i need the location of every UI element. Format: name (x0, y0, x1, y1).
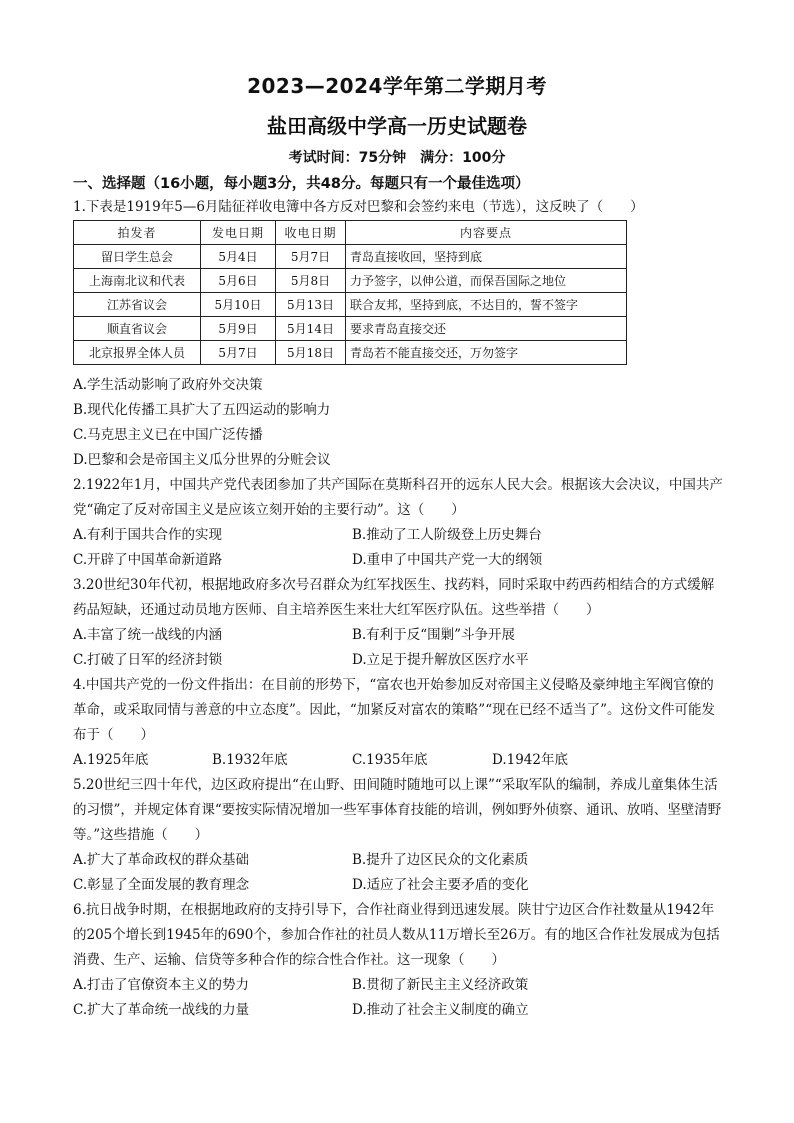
exam-time: 考试时间：75分钟 (288, 150, 407, 166)
table-cell: 顺直省议会 (74, 317, 201, 341)
table-cell: 5月7日 (276, 245, 346, 269)
q2-option-b: B.推动了工人阶级登上历史舞台 (352, 527, 542, 543)
question-3-stem: 3.20世纪30年代初，根据地政府多次号召群众为红军找医生、找药料，同时采取中药西药相结合的方式缓解药品短缺，还通过动员地方医师、自主培养医生来壮大红军医疗队伍。这些举措（ ） (73, 577, 715, 618)
table-cell: 5月18日 (276, 341, 346, 365)
q1-option-b: B.现代化传播工具扩大了五四运动的影响力 (73, 402, 331, 418)
table-header: 收电日期 (276, 221, 346, 245)
table-header-row (74, 221, 627, 245)
question-5-stem: 5.20世纪三四十年代，边区政府提出“在山野、田间随时随地可以上课”“采取军队的编制，养成儿童集体生活的习惯”，并规定体育课“要按实际情况增加一些军事体育技能的培训，例如野外侦察、通讯、放哨、坚壁清野等。”这些措施（ ） (73, 777, 722, 843)
q4-option-a: A.1925年底 (73, 752, 149, 768)
q6-option-a: A.打击了官僚资本主义的势力 (73, 977, 250, 993)
q5-option-b: B.提升了边区民众的文化素质 (352, 852, 529, 868)
table-cell: 留日学生总会 (74, 245, 201, 269)
q3-option-c: C.打破了日军的经济封锁 (73, 652, 223, 668)
q6-option-c: C.扩大了革命统一战线的力量 (73, 1002, 250, 1018)
q5-option-a: A.扩大了革命政权的群众基础 (73, 852, 250, 868)
table-header: 内容要点 (346, 221, 627, 245)
q1-option-c: C.马克思主义已在中国广泛传播 (73, 427, 263, 443)
table-cell: 5月7日 (201, 341, 276, 365)
question-1-stem: 1.下表是1919年5—6月陆征祥收电簿中各方反对巴黎和会签约来电（节选），这反映了（ ） (73, 199, 644, 215)
table-cell: 5月10日 (201, 293, 276, 317)
question-4-stem: 4.中国共产党的一份文件指出：在目前的形势下，“富农也开始参加反对帝国主义侵略及豪绅地主军阀官僚的革命，或采取同情与善意的中立态度”。因此，“加紧反对富农的策略”“现在已经不适当了”。这份文件可能发布于（ ） (73, 677, 716, 743)
table-cell: 江苏省议会 (74, 293, 201, 317)
table-cell: 5月13日 (276, 293, 346, 317)
table-cell: 要求青岛直接交还 (346, 317, 627, 341)
section-title: 一、选择题（16小题，每小题3分，共48分。每题只有一个最佳选项） (73, 176, 530, 192)
question-2-stem: 2.1922年1月，中国共产党代表团参加了共产国际在莫斯科召开的远东人民大会。根据该大会决议，中国共产党“确定了反对帝国主义是应该立刻开始的主要行动”。这（ ） (73, 477, 723, 518)
table-cell: 5月14日 (276, 317, 346, 341)
table-header: 拍发者 (74, 221, 201, 245)
table-cell: 上海南北议和代表 (74, 269, 201, 293)
q3-option-b: B.有利于反“围剿”斗争开展 (352, 627, 516, 643)
q2-option-a: A.有利于国共合作的实现 (73, 527, 223, 543)
table-cell: 青岛若不能直接交还，万勿签字 (346, 341, 627, 365)
q1-option-d: D.巴黎和会是帝国主义瓜分世界的分赃会议 (73, 452, 331, 468)
table-cell: 力予签字，以伸公道，而保吾国际之地位 (346, 269, 627, 293)
table-row (74, 317, 627, 341)
q2-option-c: C.开辟了中国革命新道路 (73, 552, 223, 568)
q3-option-a: A.丰富了统一战线的内涵 (73, 627, 223, 643)
q4-option-c: C.1935年底 (352, 752, 428, 768)
question-6-stem: 6.抗日战争时期，在根据地政府的支持引导下，合作社商业得到迅速发展。陕甘宁边区合作社数量从1942年的205个增长到1945年的690个，参加合作社的社员人数从11万增长至26万。有的地区合作社发展成为包括消费、生产、运输、信贷等多种合作的综合性合作社。这一现象（ ） (73, 902, 720, 968)
full-score: 满分：100分 (420, 150, 506, 166)
table-cell: 北京报界全体人员 (74, 341, 201, 365)
exam-meta (0, 147, 794, 167)
table-header: 发电日期 (201, 221, 276, 245)
q4-option-d: D.1942年底 (492, 752, 568, 768)
q6-option-d: D.推动了社会主义制度的确立 (352, 1002, 529, 1018)
exam-title: 2023—2024学年第二学期月考 (247, 74, 547, 98)
exam-subtitle: 盐田高级中学高一历史试题卷 (267, 114, 527, 138)
q4-option-b: B.1932年底 (212, 752, 288, 768)
q3-option-d: D.立足于提升解放区医疗水平 (352, 652, 529, 668)
table-cell: 联合友邦，坚持到底，不达目的，誓不签字 (346, 293, 627, 317)
table-cell: 5月9日 (201, 317, 276, 341)
q5-option-d: D.适应了社会主要矛盾的变化 (352, 877, 529, 893)
q5-option-c: C.彰显了全面发展的教育理念 (73, 877, 250, 893)
table-row (74, 269, 627, 293)
table-row (74, 341, 627, 365)
table-row (74, 245, 627, 269)
telegram-table (73, 220, 627, 365)
table-cell: 青岛直接收回，坚持到底 (346, 245, 627, 269)
q2-option-d: D.重申了中国共产党一大的纲领 (352, 552, 543, 568)
table-cell: 5月8日 (276, 269, 346, 293)
table-cell: 5月6日 (201, 269, 276, 293)
table-row (74, 293, 627, 317)
table-cell: 5月4日 (201, 245, 276, 269)
q6-option-b: B.贯彻了新民主主义经济政策 (352, 977, 529, 993)
q1-option-a: A.学生活动影响了政府外交决策 (73, 377, 263, 393)
